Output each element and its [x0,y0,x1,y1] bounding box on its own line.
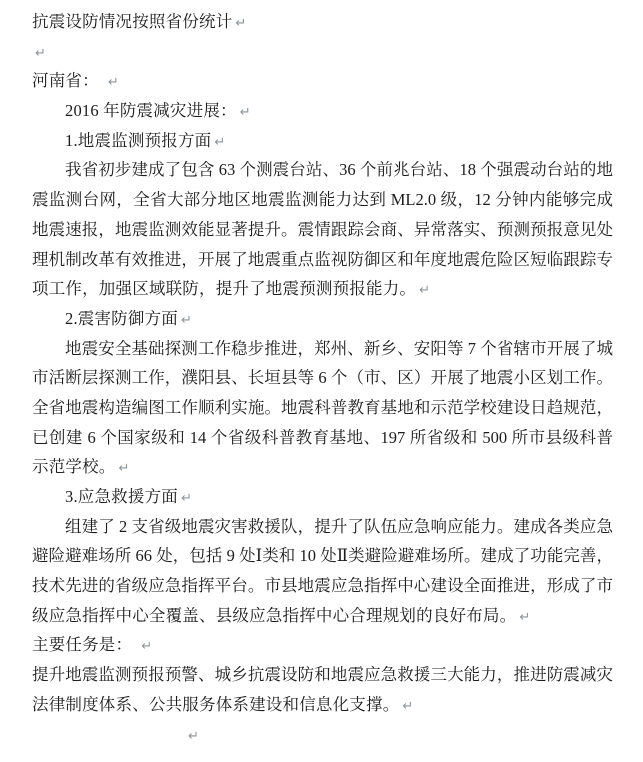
line-text: 提升地震监测预报预警、城乡抗震设防和地震应急救援三大能力，推进防震减灾 [32,665,613,685]
line-text: 全省地震构造编图工作顺利实施。地震科普教育基地和示范学校建设日趋规范， [32,397,613,417]
text-line [32,423,613,453]
line-text: 避险避难场所 66 处，包括 9 处Ⅰ类和 10 处Ⅱ类避险避难场所。建成了功能完善， [32,546,613,566]
paragraph-mark-icon: ↵ [235,16,247,31]
line-text: 项工作，加强区域联防，提升了地震预测预报能力。 [32,279,417,299]
line-text: 抗震设防情况按照省份统计 [32,12,233,31]
text-line [32,304,613,334]
line-text: 1.地震监测预报方面 [65,130,212,150]
text-line [32,363,613,393]
line-text: 已创建 6 个国家级和 14 个省级科普教育基地、197 所省级和 500 所市县级科普 [32,427,613,447]
line-text: 2.震害防御方面 [65,308,178,328]
line-text: 地震安全基础探测工作稳步推进，郑州、新乡、安阳等 7 个省辖市开展了城 [65,338,613,358]
text-line [32,66,613,96]
paragraph-mark-icon: ↵ [214,134,226,150]
text-line [32,185,613,215]
line-text: 组建了 2 支省级地震灾害救援队，提升了队伍应急响应能力。建成各类应急 [65,516,613,536]
paragraph-mark-icon: ↵ [180,312,192,328]
text-line [32,512,613,542]
text-line [32,720,613,750]
line-text: 地震速报，地震监测效能显著提升。震情跟踪会商、异常落实、预测预报意见处 [32,219,613,239]
paragraph-mark-icon: ↵ [180,491,192,506]
text-line [32,245,613,275]
paragraph-mark-icon: ↵ [239,105,251,121]
text-line [32,601,613,631]
text-line [32,690,613,720]
paragraph-mark-icon: ↵ [118,461,130,477]
paragraph-mark-icon: ↵ [419,283,431,299]
line-text: 示范学校。 [32,457,116,477]
line-text: 市活断层探测工作，濮阳县、长垣县等 6 个（市、区）开展了地震小区划工作。 [32,368,613,388]
paragraph-mark-icon: ↵ [402,698,414,714]
text-line [32,630,613,660]
paragraph-mark-icon: ↵ [107,75,119,91]
text-line [32,334,613,364]
text-line [32,215,613,245]
line-text: 我省初步建成了包含 63 个测震台站、36 个前兆台站、18 个强震动台站的地 [65,160,613,180]
text-line [32,155,613,185]
text-line [32,541,613,571]
line-text: 主要任务是： [32,635,133,655]
paragraph-mark-icon: ↵ [35,45,46,61]
paragraph-mark-icon: ↵ [188,728,199,744]
document-body [32,7,613,749]
text-line [32,482,613,512]
text-line [32,126,613,156]
text-line [32,274,613,304]
line-text: 3.应急救援方面 [65,487,178,506]
text-line [32,452,613,482]
text-line [32,571,613,601]
text-line [32,96,613,126]
line-text: 震监测台网，全省大部分地区地震监测能力达到 ML2.0 级，12 分钟内能够完成 [32,190,613,210]
text-line [32,37,613,67]
line-text: 河南省： [32,71,99,91]
line-text: 技术先进的省级应急指挥平台。市县地震应急指挥中心建设全面推进，形成了市 [32,576,613,596]
line-text: 法律制度体系、公共服务体系建设和信息化支撑。 [32,694,400,714]
text-line [32,7,613,37]
paragraph-mark-icon: ↵ [519,609,531,625]
line-text: 2016 年防震减灾进展： [65,101,237,121]
text-line [32,393,613,423]
text-line [32,660,613,690]
line-text: 级应急指挥中心全覆盖、县级应急指挥中心合理规划的良好布局。 [32,605,517,625]
line-text: 理机制改革有效推进，开展了地震重点监视防御区和年度地震危险区短临跟踪专 [32,249,613,269]
paragraph-mark-icon: ↵ [141,639,153,655]
